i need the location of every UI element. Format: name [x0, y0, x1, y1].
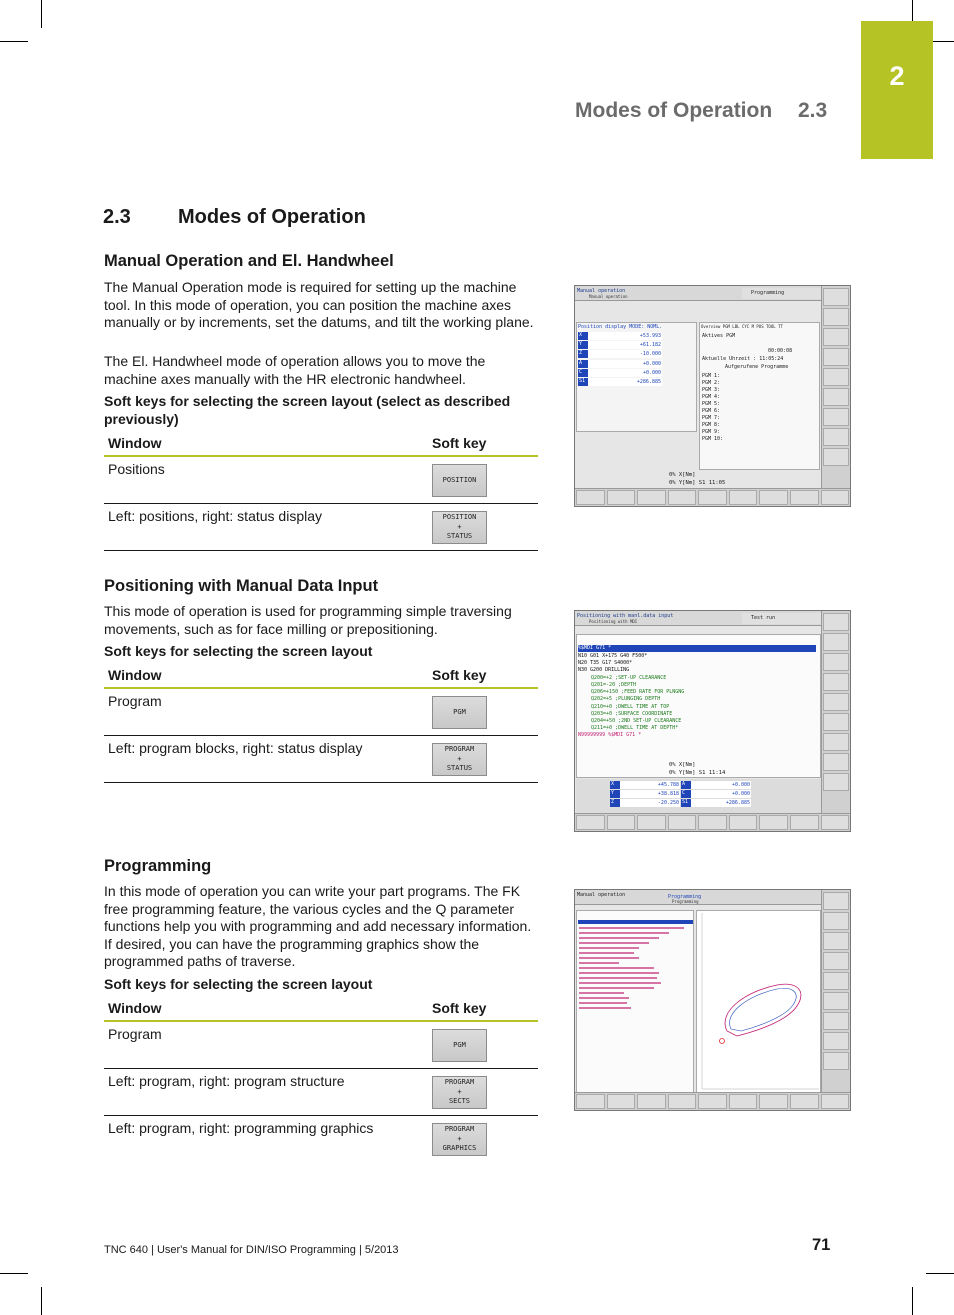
horizontal-softkey[interactable]	[698, 490, 727, 505]
horizontal-softkey[interactable]	[698, 815, 727, 830]
program-line[interactable]	[579, 942, 649, 944]
axis-row	[578, 378, 662, 386]
vertical-softkey[interactable]	[823, 613, 849, 631]
vertical-softkey[interactable]	[823, 348, 849, 366]
table-header	[104, 665, 538, 689]
horizontal-softkey[interactable]	[759, 490, 788, 505]
program-line[interactable]	[579, 982, 661, 984]
status-display-pane	[699, 322, 820, 470]
horizontal-softkey[interactable]	[637, 1094, 666, 1109]
vertical-softkey[interactable]	[823, 1012, 849, 1030]
program-line[interactable]: N99999999 %$MDI G71 *	[578, 732, 642, 738]
mode-left-sublabel: Manual operation	[589, 294, 628, 299]
crop-mark	[0, 41, 28, 42]
program-line[interactable]	[579, 972, 659, 974]
program-line-active[interactable]: %$MDI G71 *	[578, 645, 816, 652]
horizontal-softkey[interactable]	[790, 490, 819, 505]
vertical-softkey[interactable]	[823, 1052, 849, 1070]
horizontal-softkey[interactable]	[759, 1094, 788, 1109]
status-tabs[interactable]: Overview PGM LBL CYC M POS TOOL TT	[701, 324, 783, 329]
vertical-softkey[interactable]	[823, 408, 849, 426]
axis-label: A	[681, 781, 691, 789]
heading-programming: Programming	[104, 857, 212, 875]
axis-label: S1	[578, 378, 588, 386]
axis-label: Y	[578, 341, 588, 349]
paragraph: In this mode of operation you can write your part programs. The FK free programming feature, the various cycles and the Q parameter functions help you with programming and add necessary information. If desired, you can have the programming graphics show the programmed paths of traverse.	[104, 883, 532, 969]
screenshot-manual-operation	[574, 285, 851, 507]
program-line[interactable]: N30 G200 DRILLING	[578, 667, 630, 673]
screenshot-mdi	[574, 610, 851, 832]
crop-mark	[926, 1273, 954, 1274]
vertical-softkey[interactable]	[823, 773, 849, 791]
footer-text: TNC 640 | User's Manual for DIN/ISO Programming | 5/2013	[104, 1244, 399, 1256]
feed-readout: 0% Y[Nm] S1 11:14	[669, 770, 726, 776]
axis-label: C	[681, 790, 691, 798]
paragraph: This mode of operation is used for programming simple traversing movements, such as for face milling or prepositioning.	[104, 603, 512, 637]
axis-value: +0.000	[731, 782, 750, 788]
axis-row	[610, 799, 680, 807]
horizontal-softkey[interactable]	[607, 490, 636, 505]
axis-row	[610, 781, 680, 789]
program-line[interactable]: Q203=+0 ;SURFACE COORDINATE	[591, 711, 673, 717]
program-line-active[interactable]	[578, 920, 693, 924]
softkeys-heading: Soft keys for selecting the screen layout	[104, 976, 373, 992]
axis-row	[681, 799, 751, 807]
axis-label: Z	[610, 799, 620, 807]
mode-left-sublabel: Positioning with MDI	[589, 619, 638, 624]
axis-row	[578, 369, 662, 377]
axis-value: +0.000	[642, 370, 661, 376]
axis-display-strip	[576, 779, 821, 813]
softkey-table-programming	[104, 998, 538, 1163]
heading-manual-operation: Manual Operation and El. Handwheel	[104, 252, 394, 270]
feed-readout: 0% X[Nm]	[669, 762, 696, 768]
axis-row	[681, 790, 751, 798]
pgm-list-item: PGM 3:	[702, 387, 721, 393]
active-pgm-label: Aktives PGM	[702, 333, 736, 339]
feed-readout: 0% X[Nm]	[669, 472, 696, 478]
crop-mark	[41, 0, 42, 28]
vertical-softkey[interactable]	[823, 892, 849, 910]
axis-value: -20.250	[657, 800, 679, 806]
table-row	[104, 504, 538, 551]
heading-mdi: Positioning with Manual Data Input	[104, 577, 379, 595]
table-header	[104, 433, 538, 457]
page-number: 71	[812, 1236, 831, 1254]
axis-value: -10.000	[639, 351, 661, 357]
horizontal-softkey[interactable]	[821, 1094, 850, 1109]
col-window-header: Window	[108, 1000, 162, 1016]
program-line[interactable]	[579, 987, 654, 989]
horizontal-softkey-bar	[575, 488, 850, 506]
horizontal-softkey[interactable]	[729, 1094, 758, 1109]
softkeys-heading: Soft keys for selecting the screen layout (select as described previously)	[104, 393, 511, 427]
vertical-softkey[interactable]	[823, 673, 849, 691]
section-number: 2.3	[103, 206, 131, 228]
mode-right-label: Programming	[659, 892, 739, 903]
softkey-table-mdi	[104, 665, 538, 783]
vertical-softkey[interactable]	[823, 1032, 849, 1050]
axis-label: C	[578, 369, 588, 377]
horizontal-softkey[interactable]	[729, 490, 758, 505]
horizontal-softkey[interactable]	[821, 490, 850, 505]
axis-row	[578, 360, 662, 368]
program-line[interactable]: Q210=+0 ;DWELL TIME AT TOP	[591, 704, 670, 710]
run-time: 00:00:08	[768, 348, 793, 354]
horizontal-softkey[interactable]	[668, 815, 697, 830]
window-cell: Left: positions, right: status display	[108, 508, 322, 524]
window-cell: Program	[108, 1026, 162, 1042]
axis-value: +53.993	[639, 333, 661, 339]
pgm-list-item: PGM 2:	[702, 380, 721, 386]
program-line[interactable]	[579, 967, 654, 969]
horizontal-softkey[interactable]	[668, 490, 697, 505]
program-line[interactable]	[579, 997, 629, 999]
program-status-softkey[interactable]: PROGRAM + STATUS	[432, 743, 487, 776]
table-row	[104, 457, 538, 504]
col-softkey-header: Soft key	[432, 667, 487, 683]
horizontal-softkey[interactable]	[607, 815, 636, 830]
vertical-softkey[interactable]	[823, 972, 849, 990]
axis-row	[610, 790, 680, 798]
horizontal-softkey[interactable]	[698, 1094, 727, 1109]
vertical-softkey-bar	[821, 611, 850, 831]
program-line[interactable]	[579, 977, 657, 979]
axis-label: X	[578, 332, 588, 340]
mode-left-label: Manual operation	[577, 892, 626, 898]
program-line[interactable]	[579, 952, 634, 954]
mode-right-label: Test run	[742, 613, 822, 624]
horizontal-softkey[interactable]	[790, 1094, 819, 1109]
axis-value: +286.885	[725, 800, 750, 806]
pgm-list-item: PGM 5:	[702, 401, 721, 407]
vertical-softkey[interactable]	[823, 952, 849, 970]
vertical-softkey[interactable]	[823, 653, 849, 671]
table-row	[104, 1069, 538, 1116]
softkeys-heading: Soft keys for selecting the screen layout	[104, 643, 373, 659]
program-graphics-softkey[interactable]: PROGRAM + GRAPHICS	[432, 1123, 487, 1156]
mode-left-label: Positioning with manl.data input	[577, 613, 674, 619]
program-line[interactable]	[579, 957, 639, 959]
axis-label: Z	[578, 350, 588, 358]
mode-left-label: Manual operation	[577, 288, 626, 294]
screenshot-programming	[574, 889, 851, 1111]
program-line[interactable]: Q202=+5 ;PLUNGING DEPTH	[591, 696, 661, 702]
program-pane	[576, 910, 694, 1093]
vertical-softkey[interactable]	[823, 912, 849, 930]
pgm-list-item: PGM 6:	[702, 408, 721, 414]
horizontal-softkey[interactable]	[821, 815, 850, 830]
axis-row	[681, 781, 751, 789]
program-line[interactable]: Q200=+2 ;SET-UP CLEARANCE	[591, 675, 667, 681]
crop-mark	[41, 1287, 42, 1315]
horizontal-softkey[interactable]	[668, 1094, 697, 1109]
program-line[interactable]: N10 G01 X+175 G40 F500*	[578, 653, 648, 659]
vertical-softkey[interactable]	[823, 368, 849, 386]
vertical-softkey[interactable]	[823, 308, 849, 326]
graphics-pane	[696, 910, 821, 1093]
position-softkey[interactable]: POSITION	[432, 464, 487, 497]
program-line[interactable]	[579, 1007, 631, 1009]
pgm-softkey[interactable]: PGM	[432, 1029, 487, 1062]
axis-value: +0.000	[642, 361, 661, 367]
horizontal-softkey[interactable]	[759, 815, 788, 830]
horizontal-softkey[interactable]	[637, 490, 666, 505]
vertical-softkey[interactable]	[823, 992, 849, 1010]
table-row	[104, 1116, 538, 1163]
axis-label: Y	[610, 790, 620, 798]
mode-bar	[575, 286, 822, 301]
program-line[interactable]	[579, 927, 684, 929]
chapter-number: 2	[889, 61, 905, 91]
program-line[interactable]: Q211=+0 ;DWELL TIME AT DEPTH*	[591, 725, 679, 731]
window-cell: Program	[108, 693, 162, 709]
vertical-softkey[interactable]	[823, 428, 849, 446]
axis-label: A	[578, 360, 588, 368]
axis-value: +45.788	[657, 782, 679, 788]
running-header-number: 2.3	[798, 99, 828, 122]
program-pane	[576, 634, 821, 778]
window-cell: Left: program, right: programming graphics	[108, 1120, 374, 1136]
program-line[interactable]: Q201=-20 ;DEPTH	[591, 682, 637, 688]
pgm-list-item: PGM 1:	[702, 373, 721, 379]
horizontal-softkey[interactable]	[576, 815, 605, 830]
col-window-header: Window	[108, 667, 162, 683]
horizontal-softkey[interactable]	[576, 490, 605, 505]
program-line[interactable]: Q204=+50 ;2ND SET-UP CLEARANCE	[591, 718, 682, 724]
col-softkey-header: Soft key	[432, 1000, 487, 1016]
program-line[interactable]: N20 T35 G17 S4000*	[578, 660, 633, 666]
axis-row	[578, 341, 662, 349]
col-softkey-header: Soft key	[432, 435, 487, 451]
vertical-softkey-bar	[821, 890, 850, 1110]
pgm-list-item: PGM 4:	[702, 394, 721, 400]
axis-label: X	[610, 781, 620, 789]
vertical-softkey[interactable]	[823, 448, 849, 466]
vertical-softkey-bar	[821, 286, 850, 506]
feed-readout: 0% Y[Nm] S1 11:05	[669, 480, 726, 486]
table-header	[104, 998, 538, 1022]
crop-mark	[0, 1273, 28, 1274]
table-row	[104, 736, 538, 783]
program-line[interactable]	[579, 962, 619, 964]
program-line[interactable]	[579, 932, 669, 934]
paragraph: The El. Handwheel mode of operation allows you to move the machine axes manually with the HR electronic handwheel.	[104, 353, 486, 387]
horizontal-softkey-bar	[575, 813, 850, 831]
axis-label: S1	[681, 799, 691, 807]
paragraph: The Manual Operation mode is required for setting up the machine tool. In this mode of operation, you can position the machine axes manually or by increments, set the datums, and tilt the working plane.	[104, 279, 534, 330]
section-title: Modes of Operation	[178, 206, 366, 228]
vertical-softkey[interactable]	[823, 288, 849, 306]
pgm-list-item: PGM 8:	[702, 422, 721, 428]
axis-row	[578, 350, 662, 358]
crop-mark	[912, 1287, 913, 1315]
vertical-softkey[interactable]	[823, 693, 849, 711]
mode-right-sublabel: Programming	[672, 899, 699, 904]
table-row	[104, 1022, 538, 1069]
softkey-table-manual	[104, 433, 538, 551]
chapter-tab	[861, 21, 933, 159]
col-window-header: Window	[108, 435, 162, 451]
horizontal-softkey[interactable]	[607, 1094, 636, 1109]
program-line[interactable]	[579, 992, 624, 994]
pgm-list-item: PGM 9:	[702, 429, 721, 435]
position-status-softkey[interactable]: POSITION + STATUS	[432, 511, 487, 544]
axis-value: +61.182	[639, 342, 661, 348]
vertical-softkey[interactable]	[823, 388, 849, 406]
axis-value: +0.000	[731, 791, 750, 797]
window-cell: Positions	[108, 461, 165, 477]
vertical-softkey[interactable]	[823, 753, 849, 771]
horizontal-softkey[interactable]	[637, 815, 666, 830]
window-cell: Left: program blocks, right: status display	[108, 740, 363, 756]
axis-row	[578, 332, 662, 340]
horizontal-softkey-bar	[575, 1092, 850, 1110]
axis-value: +38.818	[657, 791, 679, 797]
vertical-softkey[interactable]	[823, 328, 849, 346]
program-line[interactable]	[579, 1002, 627, 1004]
pgm-list-item: PGM 10:	[702, 436, 724, 442]
horizontal-softkey[interactable]	[790, 815, 819, 830]
pgm-list-item: PGM 7:	[702, 415, 721, 421]
program-line[interactable]: Q206=+150 ;FEED RATE FOR PLNGNG	[591, 689, 685, 695]
window-cell: Left: program, right: program structure	[108, 1073, 345, 1089]
horizontal-softkey[interactable]	[729, 815, 758, 830]
vertical-softkey[interactable]	[823, 733, 849, 751]
programming-graphics	[697, 911, 822, 1094]
running-header-title: Modes of Operation	[575, 99, 773, 122]
vertical-softkey[interactable]	[823, 633, 849, 651]
horizontal-softkey[interactable]	[576, 1094, 605, 1109]
current-time-label: Aktuelle Uhrzeit : 11:05:24	[702, 356, 784, 362]
table-row	[104, 689, 538, 736]
vertical-softkey[interactable]	[823, 932, 849, 950]
mode-bar	[575, 611, 822, 626]
mode-bar	[575, 890, 822, 905]
pgm-softkey[interactable]: PGM	[432, 696, 487, 729]
mode-right-label: Programming	[742, 288, 822, 299]
vertical-softkey[interactable]	[823, 713, 849, 731]
program-line[interactable]	[579, 947, 639, 949]
program-line[interactable]	[579, 937, 659, 939]
position-display-header: Position display MODE: NOML.	[578, 324, 663, 330]
axis-value: +286.885	[636, 379, 661, 385]
program-sects-softkey[interactable]: PROGRAM + SECTS	[432, 1076, 487, 1109]
called-programs-label: Aufgerufene Programme	[725, 364, 789, 370]
position-display-pane	[576, 322, 697, 432]
